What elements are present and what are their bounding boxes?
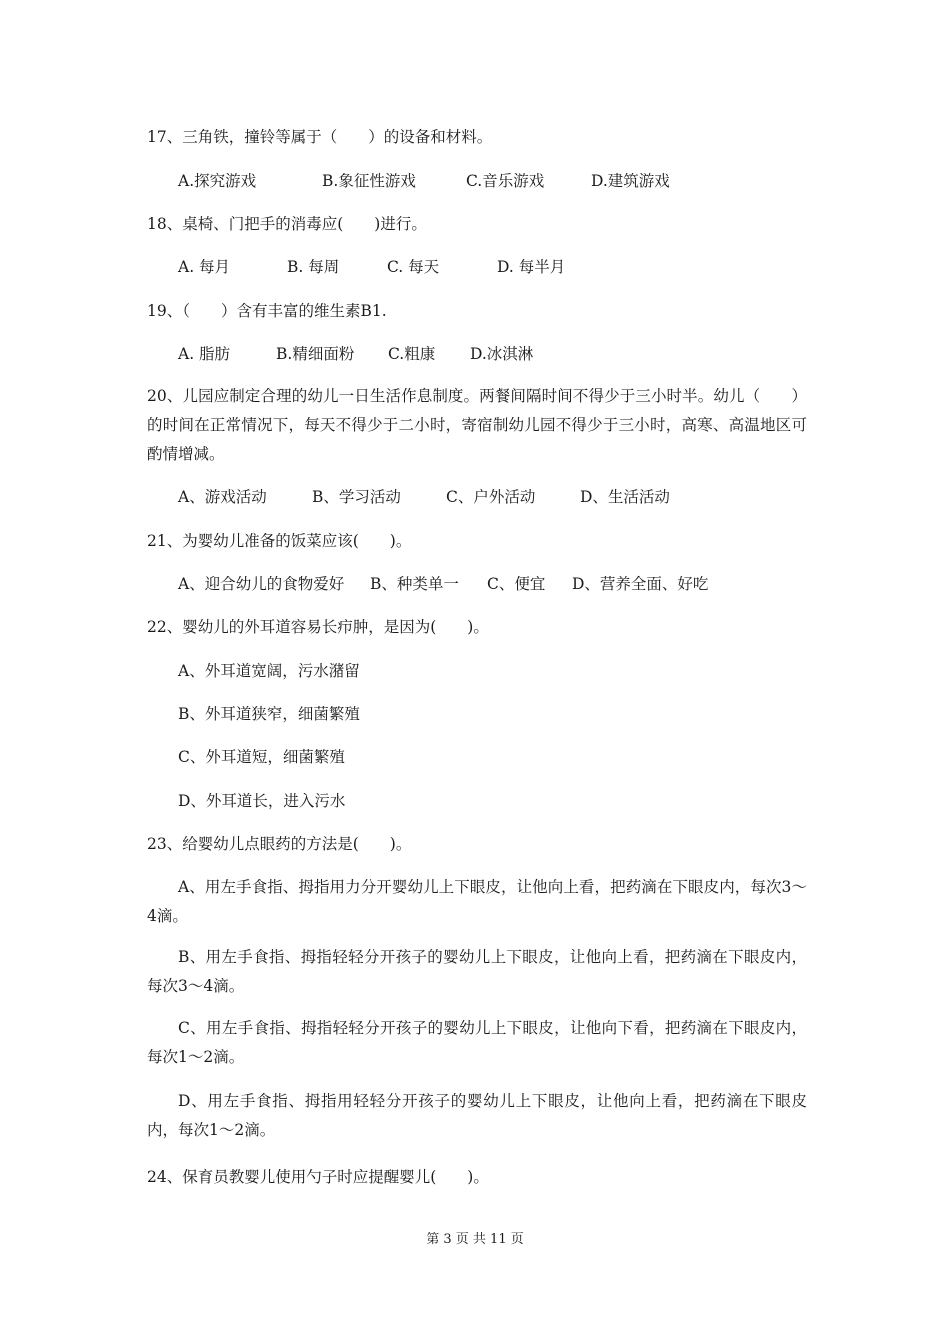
question-17-option-a: A.探究游戏 bbox=[178, 172, 257, 190]
question-17-stem: 17、三角铁，撞铃等属于（ ）的设备和材料。 bbox=[147, 128, 493, 146]
question-18-option-b: B. 每周 bbox=[287, 258, 340, 276]
question-23-option-c: C、用左手食指、拇指轻轻分开孩子的婴幼儿上下眼皮，让他向下看，把药滴在下眼皮内，每次1～2滴。 bbox=[147, 1019, 807, 1066]
question-21-option-a: A、迎合幼儿的食物爱好 bbox=[178, 575, 345, 593]
question-19-option-d: D.冰淇淋 bbox=[470, 345, 534, 363]
question-23-option-a: A、用左手食指、拇指用力分开婴幼儿上下眼皮，让他向上看，把药滴在下眼皮内，每次3～4滴。 bbox=[147, 878, 807, 925]
question-20-stem: 20、儿园应制定合理的幼儿一日生活作息制度。两餐间隔时间不得少于三小时半。幼儿（ ）的时间在正常情况下，每天不得少于二小时，寄宿制幼儿园不得少于三小时，高寒、高温地区可酌情增减。 bbox=[147, 387, 807, 463]
question-19-option-b: B.精细面粉 bbox=[276, 345, 355, 363]
question-21-stem: 21、为婴幼儿准备的饭菜应该( )。 bbox=[147, 532, 412, 550]
question-18-option-d: D. 每半月 bbox=[497, 258, 566, 276]
question-22-stem: 22、婴幼儿的外耳道容易长疖肿，是因为( )。 bbox=[147, 618, 489, 636]
question-18-option-c: C. 每天 bbox=[387, 258, 440, 276]
question-24-stem: 24、保育员教婴儿使用勺子时应提醒婴儿( )。 bbox=[147, 1168, 489, 1186]
question-20-option-b: B、学习活动 bbox=[312, 488, 401, 506]
question-22-option-d: D、外耳道长，进入污水 bbox=[178, 792, 346, 810]
question-20-option-c: C、户外活动 bbox=[446, 488, 536, 506]
question-19-stem: 19、（ ）含有丰富的维生素B1. bbox=[147, 302, 387, 320]
question-21-option-b: B、种类单一 bbox=[370, 575, 459, 593]
question-18-option-a: A. 每月 bbox=[178, 258, 231, 276]
question-19-option-a: A. 脂肪 bbox=[178, 345, 231, 363]
question-21-option-d: D、营养全面、好吃 bbox=[572, 575, 709, 593]
question-18-stem: 18、桌椅、门把手的消毒应( )进行。 bbox=[147, 215, 427, 233]
question-17-option-b: B.象征性游戏 bbox=[322, 172, 416, 190]
question-17-option-d: D.建筑游戏 bbox=[591, 172, 670, 190]
question-22-option-b: B、外耳道狭窄，细菌繁殖 bbox=[178, 705, 360, 723]
page-number-footer: 第 3 页 共 11 页 bbox=[426, 1232, 524, 1247]
question-23-option-b: B、用左手食指、拇指轻轻分开孩子的婴幼儿上下眼皮，让他向上看，把药滴在下眼皮内，每次3～4滴。 bbox=[147, 948, 807, 995]
question-22-option-c: C、外耳道短，细菌繁殖 bbox=[178, 748, 345, 766]
question-20-option-d: D、生活活动 bbox=[580, 488, 670, 506]
question-19-option-c: C.粗康 bbox=[388, 345, 436, 363]
question-23-stem: 23、给婴幼儿点眼药的方法是( )。 bbox=[147, 835, 412, 853]
question-21-option-c: C、便宜 bbox=[487, 575, 546, 593]
question-23-option-d: D、用左手食指、拇指用轻轻分开孩子的婴幼儿上下眼皮，让他向上看，把药滴在下眼皮内，每次1～2滴。 bbox=[147, 1092, 807, 1139]
question-22-option-a: A、外耳道宽阔，污水潴留 bbox=[178, 662, 360, 680]
question-17-option-c: C.音乐游戏 bbox=[466, 172, 545, 190]
question-20-option-a: A、游戏活动 bbox=[178, 488, 267, 506]
